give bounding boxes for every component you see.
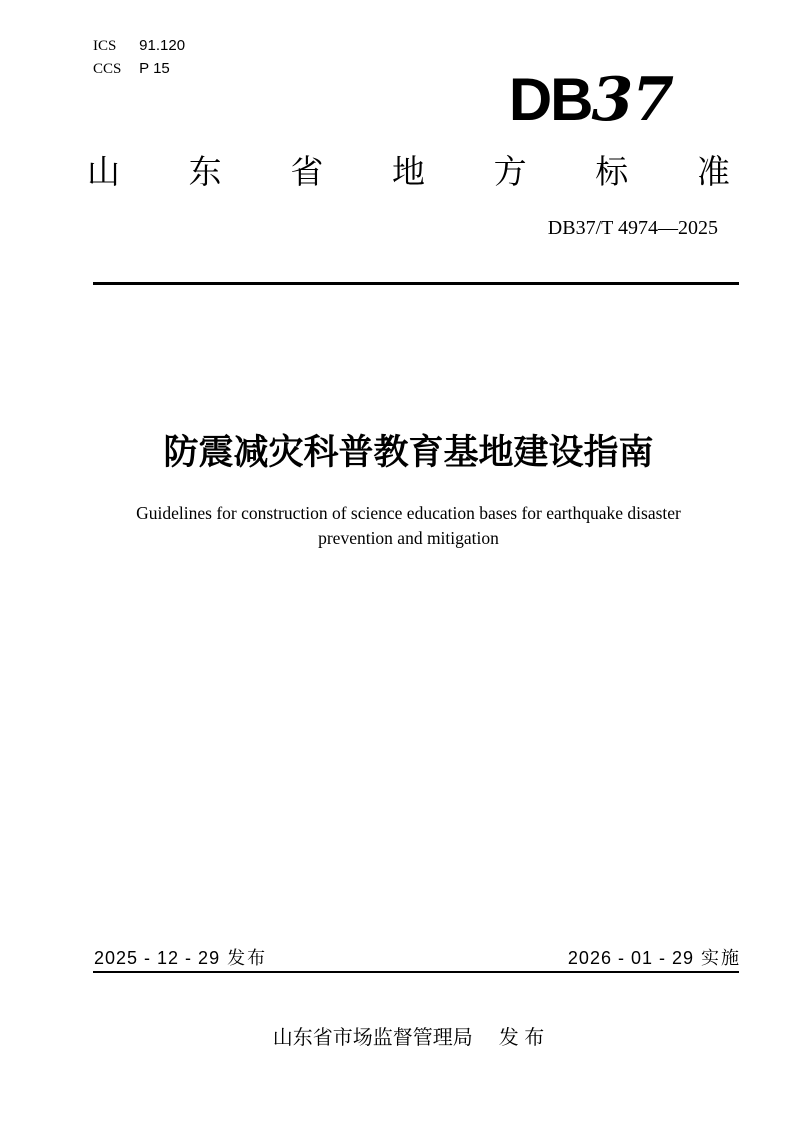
standard-name-char: 东 [188, 153, 222, 190]
top-rule [93, 282, 739, 285]
issue-date: 2025 - 12 - 29 [94, 948, 221, 968]
title-en [87, 501, 730, 551]
standard-name-char: 省 [290, 153, 324, 190]
db37-logo [508, 65, 673, 135]
title-zh: 防震减灾科普教育基地建设指南 [163, 433, 654, 472]
ccs-label: CCS [93, 61, 122, 77]
logo-db-text: DB [508, 66, 592, 133]
issue-label: 发布 [227, 948, 268, 968]
ics-line [93, 37, 185, 55]
issue-date-group [94, 948, 267, 969]
implementation-date: 2026 - 01 - 29 [567, 948, 694, 968]
standard-code: DB37/T 4974—2025 [547, 217, 718, 239]
dates-row [94, 948, 741, 969]
ccs-line [93, 60, 170, 78]
standard-name-char: 准 [696, 153, 730, 190]
publish-action: 发 布 [498, 1027, 545, 1049]
title-en-line2: prevention and mitigation [318, 528, 499, 548]
implementation-date-group [568, 948, 741, 969]
implementation-label: 实施 [701, 948, 741, 968]
bottom-rule [93, 971, 739, 973]
standard-name-char: 方 [493, 153, 527, 190]
logo-number-text: 37 [591, 65, 673, 135]
standard-name-char: 山 [87, 153, 120, 190]
standard-name-char: 标 [595, 153, 629, 190]
standard-name-char: 地 [391, 153, 425, 190]
ccs-value: P 15 [139, 60, 170, 77]
title-en-line1: Guidelines for construction of science education bases for earthquake disaster [136, 503, 681, 523]
ics-label: ICS [93, 38, 117, 54]
publisher-name: 山东省市场监督管理局 [272, 1027, 473, 1049]
publisher-row [87, 1027, 730, 1050]
standard-name [87, 155, 730, 188]
ics-value: 91.120 [139, 37, 186, 54]
